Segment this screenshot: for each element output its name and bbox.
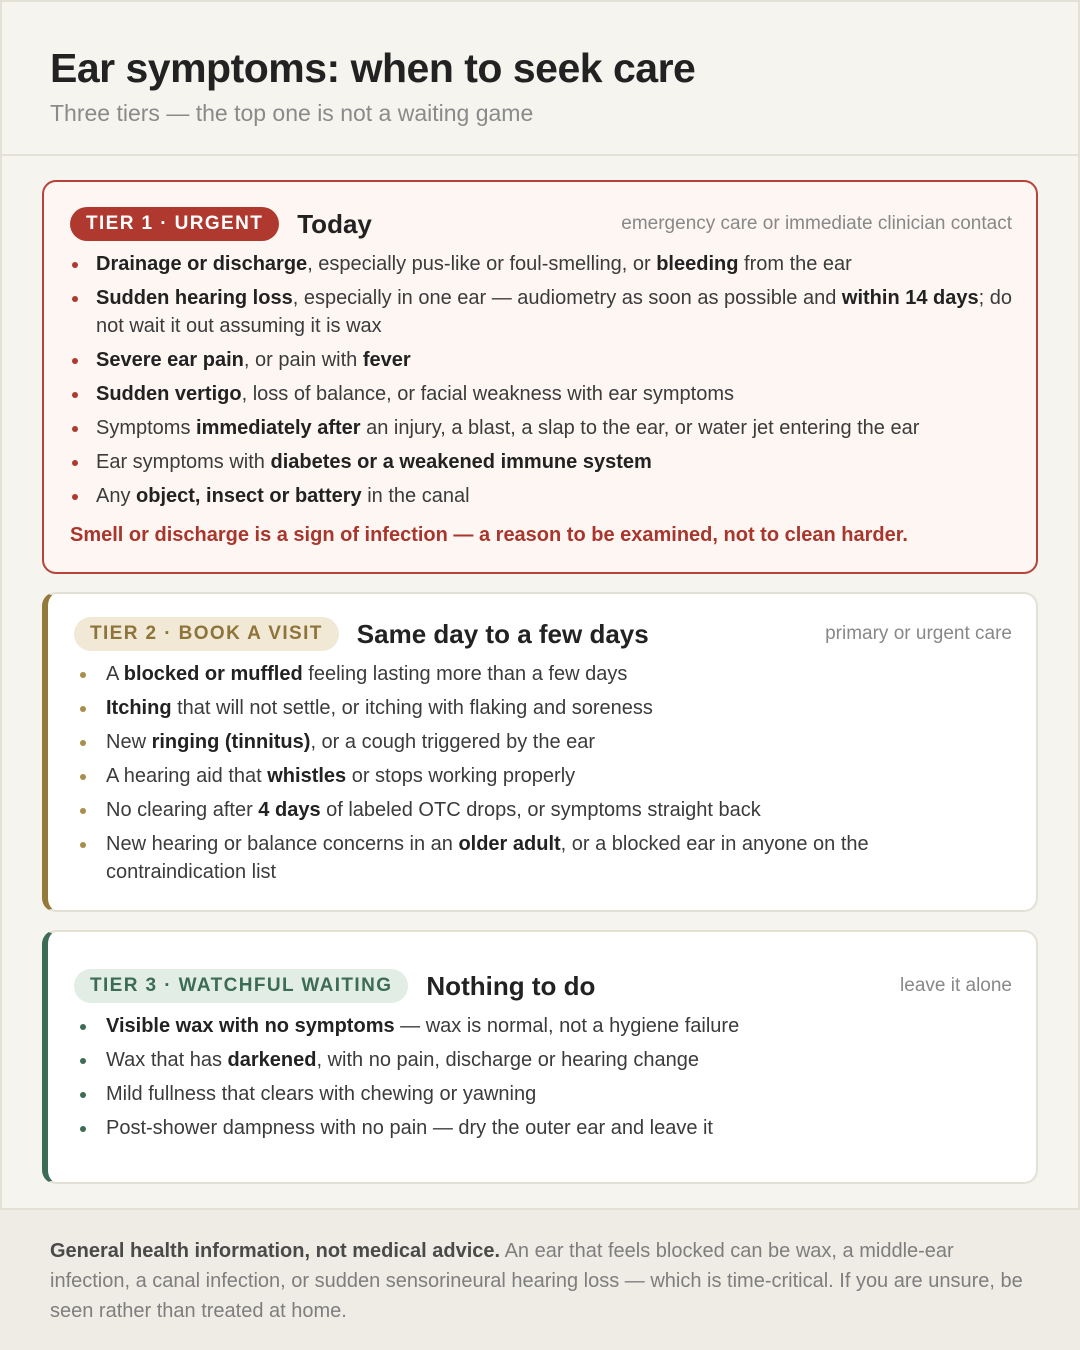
tier-1-list bbox=[70, 250, 1012, 510]
tier-1-warning: Smell or discharge is a sign of infection — a reason to be examined, not to clean harder. bbox=[70, 524, 908, 546]
tier-1-note: emergency care or immediate clinician contact bbox=[621, 213, 1012, 234]
tier-1-header bbox=[70, 204, 1012, 244]
disclaimer-lead: General health information, not medical advice. bbox=[50, 1240, 501, 1262]
tier-3-card bbox=[42, 930, 1038, 1184]
tier-1-card bbox=[42, 180, 1038, 574]
tier-2-note: primary or urgent care bbox=[825, 623, 1012, 644]
emphasis-text: object, insect or battery bbox=[136, 485, 362, 507]
emphasis-text: Visible wax with no symptoms bbox=[106, 1015, 395, 1037]
emphasis-text: blocked or muffled bbox=[123, 663, 303, 685]
emphasis-text: older adult bbox=[458, 833, 561, 855]
emphasis-text: darkened bbox=[227, 1049, 317, 1071]
list-item: Any object, insect or battery in the canal bbox=[70, 482, 1012, 510]
list-item: New ringing (tinnitus), or a cough triggered by the ear bbox=[74, 728, 1012, 756]
emphasis-text: Sudden vertigo bbox=[96, 383, 242, 405]
emphasis-text: immediately after bbox=[196, 417, 361, 439]
list-item: Sudden vertigo, loss of balance, or facial weakness with ear symptoms bbox=[70, 380, 1012, 408]
list-item: Sudden hearing loss, especially in one ear — audiometry as soon as possible and within 14 days; do not wait it out assuming it is wax bbox=[70, 284, 1012, 340]
disclaimer-footer bbox=[0, 1208, 1080, 1350]
tier-2-title: Same day to a few days bbox=[356, 618, 649, 649]
emphasis-text: Severe ear pain bbox=[96, 349, 244, 371]
list-item: A blocked or muffled feeling lasting more than a few days bbox=[74, 660, 1012, 688]
list-item: Symptoms immediately after an injury, a blast, a slap to the ear, or water jet entering the ear bbox=[70, 414, 1012, 442]
emphasis-text: within 14 days bbox=[841, 287, 979, 309]
emphasis-text: Drainage or discharge bbox=[96, 253, 308, 275]
tier-3-header bbox=[74, 966, 1012, 1006]
tier-3-list bbox=[74, 1012, 1012, 1142]
list-item: Severe ear pain, or pain with fever bbox=[70, 346, 1012, 374]
emphasis-text: fever bbox=[362, 349, 411, 371]
list-item: Itching that will not settle, or itching with flaking and soreness bbox=[74, 694, 1012, 722]
tier-1-title: Today bbox=[297, 208, 372, 239]
list-item: Drainage or discharge, especially pus-like or foul-smelling, or bleeding from the ear bbox=[70, 250, 1012, 278]
tier-3-title: Nothing to do bbox=[426, 970, 596, 1001]
tier-2-card bbox=[42, 592, 1038, 912]
tier-2-list bbox=[74, 660, 1012, 886]
emphasis-text: bleeding bbox=[656, 253, 739, 275]
tier-3-badge: TIER 3 · WATCHFUL WAITING bbox=[74, 969, 408, 1003]
disclaimer-text: An ear that feels blocked can be wax, a middle-ear infection, a canal infection, or sudden sensorineural hearing loss — which is time-critical. If you are unsure, be seen rather than treated at home. bbox=[50, 1240, 1023, 1322]
emphasis-text: Itching bbox=[106, 697, 172, 719]
emphasis-text: diabetes or a weakened immune system bbox=[270, 451, 652, 473]
page-subtitle: Three tiers — the top one is not a waiting game bbox=[50, 100, 534, 126]
list-item: Wax that has darkened, with no pain, discharge or hearing change bbox=[74, 1046, 1012, 1074]
list-item: Post-shower dampness with no pain — dry the outer ear and leave it bbox=[74, 1114, 1012, 1142]
page-title: Ear symptoms: when to seek care bbox=[50, 45, 696, 91]
tier-2-badge: TIER 2 · BOOK A VISIT bbox=[74, 617, 339, 651]
emphasis-text: ringing (tinnitus) bbox=[151, 731, 311, 753]
emphasis-text: whistles bbox=[267, 765, 347, 787]
tier-2-header bbox=[74, 614, 1012, 654]
list-item: New hearing or balance concerns in an older adult, or a blocked ear in anyone on the contraindication list bbox=[74, 830, 1012, 886]
list-item: Ear symptoms with diabetes or a weakened immune system bbox=[70, 448, 1012, 476]
emphasis-text: 4 days bbox=[258, 799, 321, 821]
list-item: A hearing aid that whistles or stops working properly bbox=[74, 762, 1012, 790]
list-item: Mild fullness that clears with chewing or yawning bbox=[74, 1080, 1012, 1108]
page-header bbox=[0, 0, 1080, 156]
list-item: Visible wax with no symptoms — wax is normal, not a hygiene failure bbox=[74, 1012, 1012, 1040]
list-item: No clearing after 4 days of labeled OTC drops, or symptoms straight back bbox=[74, 796, 1012, 824]
emphasis-text: Sudden hearing loss bbox=[96, 287, 293, 309]
tier-3-note: leave it alone bbox=[900, 975, 1012, 996]
tier-1-badge: TIER 1 · URGENT bbox=[70, 207, 279, 241]
